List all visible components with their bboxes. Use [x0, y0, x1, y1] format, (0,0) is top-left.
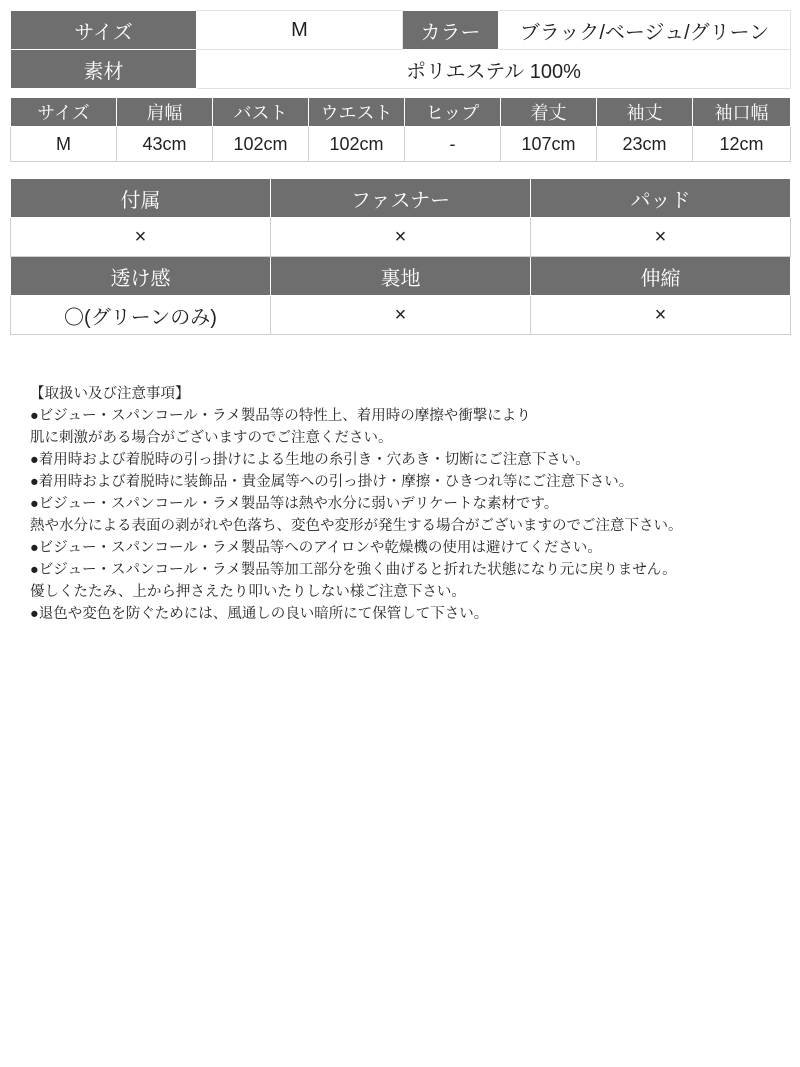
measurement-value-shoulder: 43cm — [117, 127, 213, 162]
care-note-line: ●退色や変色を防ぐためには、風通しの良い暗所にて保管して下さい。 — [30, 606, 489, 623]
measurement-header-cuff-width: 袖口幅 — [693, 98, 791, 127]
care-note-line: 肌に刺激がある場合がございますのでご注意ください。 — [30, 430, 393, 447]
care-note-line: ●ビジュー・スパンコール・ラメ製品等へのアイロンや乾燥機の使用は避けてください。 — [30, 540, 602, 557]
spec-value-size: M — [197, 11, 403, 50]
measurement-header-bust: バスト — [213, 98, 309, 127]
table-row — [11, 50, 791, 89]
table-row — [11, 11, 791, 50]
table-row — [11, 179, 791, 218]
measurement-value-sleeve-length: 23cm — [597, 127, 693, 162]
measurement-header-shoulder: 肩幅 — [117, 98, 213, 127]
measurement-header-waist: ウエスト — [309, 98, 405, 127]
measurement-header-length: 着丈 — [501, 98, 597, 127]
measurement-table — [10, 97, 791, 162]
spec-label-material: 素材 — [11, 50, 197, 89]
measurement-value-length: 107cm — [501, 127, 597, 162]
table-row — [11, 98, 791, 127]
measurement-value-bust: 102cm — [213, 127, 309, 162]
attribute-table — [10, 178, 791, 335]
attr-value-pad: × — [531, 218, 791, 257]
measurement-value-hip: - — [405, 127, 501, 162]
table-row — [11, 296, 791, 335]
measurement-value-waist: 102cm — [309, 127, 405, 162]
attr-value-accessory: × — [11, 218, 271, 257]
attr-value-zipper: × — [271, 218, 531, 257]
attr-value-stretch: × — [531, 296, 791, 335]
attr-header-pad: パッド — [531, 179, 791, 218]
measurement-header-sleeve-length: 袖丈 — [597, 98, 693, 127]
spec-label-size: サイズ — [11, 11, 197, 50]
care-notes-title: 【取扱い及び注意事項】 — [30, 386, 190, 402]
spec-summary-table — [10, 10, 791, 89]
care-note-line: ●着用時および着脱時の引っ掛けによる生地の糸引き・穴あき・切断にご注意下さい。 — [30, 452, 590, 469]
measurement-value-size: M — [11, 127, 117, 162]
measurement-value-cuff-width: 12cm — [693, 127, 791, 162]
attr-header-zipper: ファスナー — [271, 179, 531, 218]
spec-value-material: ポリエステル 100% — [197, 50, 791, 89]
spec-label-color: カラー — [403, 11, 499, 50]
table-row — [11, 218, 791, 257]
care-note-line: ●着用時および着脱時に装飾品・貴金属等への引っ掛け・摩擦・ひきつれ等にご注意下さい。 — [30, 474, 634, 491]
care-note-line: 熱や水分による表面の剥がれや色落ち、変色や変形が発生する場合がございますのでご注意下さい。 — [30, 518, 683, 535]
care-note-line: 優しくたたみ、上から押さえたり叩いたりしない様ご注意下さい。 — [30, 584, 466, 601]
attr-header-sheerness: 透け感 — [11, 257, 271, 296]
measurement-header-hip: ヒップ — [405, 98, 501, 127]
attr-header-lining: 裏地 — [271, 257, 531, 296]
care-note-line: ●ビジュー・スパンコール・ラメ製品等は熱や水分に弱いデリケートな素材です。 — [30, 496, 559, 513]
attr-header-accessory: 付属 — [11, 179, 271, 218]
care-note-line: ●ビジュー・スパンコール・ラメ製品等加工部分を強く曲げると折れた状態になり元に戻りません。 — [30, 562, 677, 579]
attr-value-lining: × — [271, 296, 531, 335]
spec-value-color: ブラック/ベージュ/グリーン — [499, 11, 791, 50]
table-row — [11, 257, 791, 296]
measurement-header-size: サイズ — [11, 98, 117, 127]
attr-header-stretch: 伸縮 — [531, 257, 791, 296]
care-note-line: ●ビジュー・スパンコール・ラメ製品等の特性上、着用時の摩擦や衝撃により — [30, 408, 531, 425]
table-row — [11, 127, 791, 162]
attr-value-sheerness: 〇(グリーンのみ) — [11, 296, 271, 335]
care-notes — [10, 383, 790, 625]
